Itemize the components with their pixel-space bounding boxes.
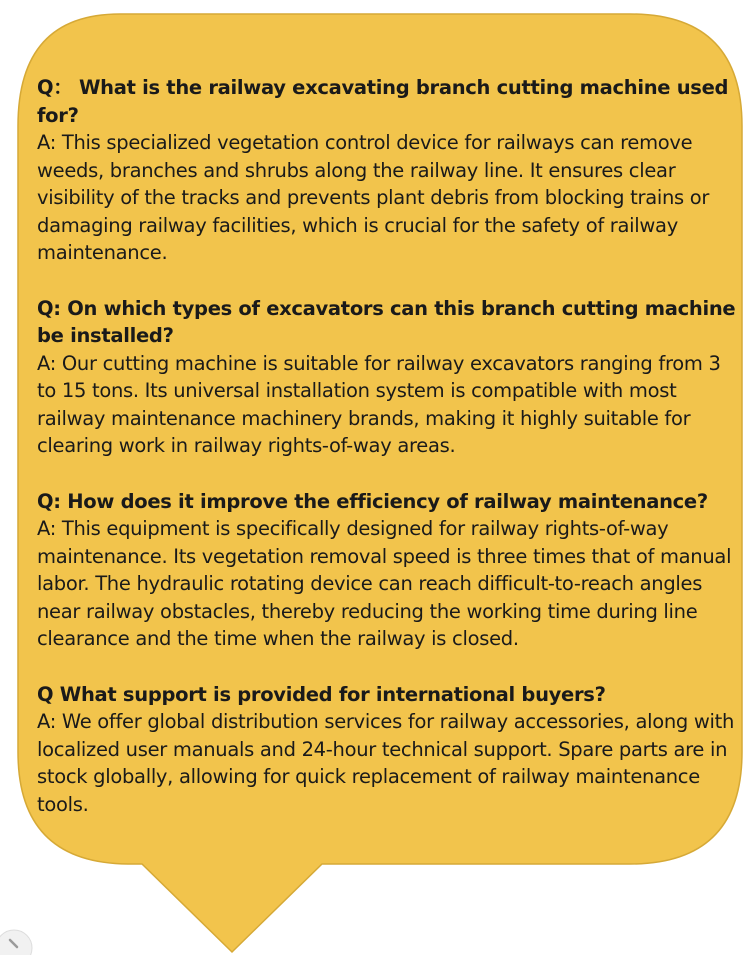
faq-answer-3: A: This equipment is specifically designed for railway rights-of-way maintenance. Its vegetation removal speed is three times that of manual labor. The hydraulic rotating device can reach difficult-to-reach angles near railway obstacles, thereby reducing the working time during line clearance and the time when the railway is closed. — [37, 517, 732, 650]
faq-item-4 — [37, 681, 737, 819]
faq-answer-4: A: We offer global distribution services for railway accessories, along with localized user manuals and 24-hour technical support. Spare parts are in stock globally, allowing for quick replacement of railway maintenance tools. — [37, 710, 735, 816]
faq-question-1: Q： What is the railway excavating branch cutting machine used for? — [37, 76, 729, 127]
faq-item-1 — [37, 74, 737, 267]
faq-question-2: Q: On which types of excavators can this branch cutting machine be installed? — [37, 296, 736, 347]
chevron-right-icon[interactable] — [0, 928, 34, 955]
faq-item-3 — [37, 488, 737, 653]
chevron-button-circle — [0, 930, 32, 955]
faq-content — [37, 74, 737, 846]
faq-answer-2: A: Our cutting machine is suitable for railway excavators ranging from 3 to 15 tons. Its universal installation system is compatible with most railway maintenance machinery brands, making it highly suitable for clearing work in railway rights-of-way areas. — [37, 351, 721, 457]
faq-answer-1: A: This specialized vegetation control device for railways can remove weeds, branches and shrubs along the railway line. It ensures clear visibility of the tracks and prevents plant debris from blocking trains or damaging railway facilities, which is crucial for the safety of railway maintenance. — [37, 131, 710, 264]
faq-question-4: Q What support is provided for international buyers? — [37, 682, 606, 706]
faq-question-3: Q: How does it improve the efficiency of railway maintenance? — [37, 489, 708, 513]
faq-item-2 — [37, 295, 737, 460]
